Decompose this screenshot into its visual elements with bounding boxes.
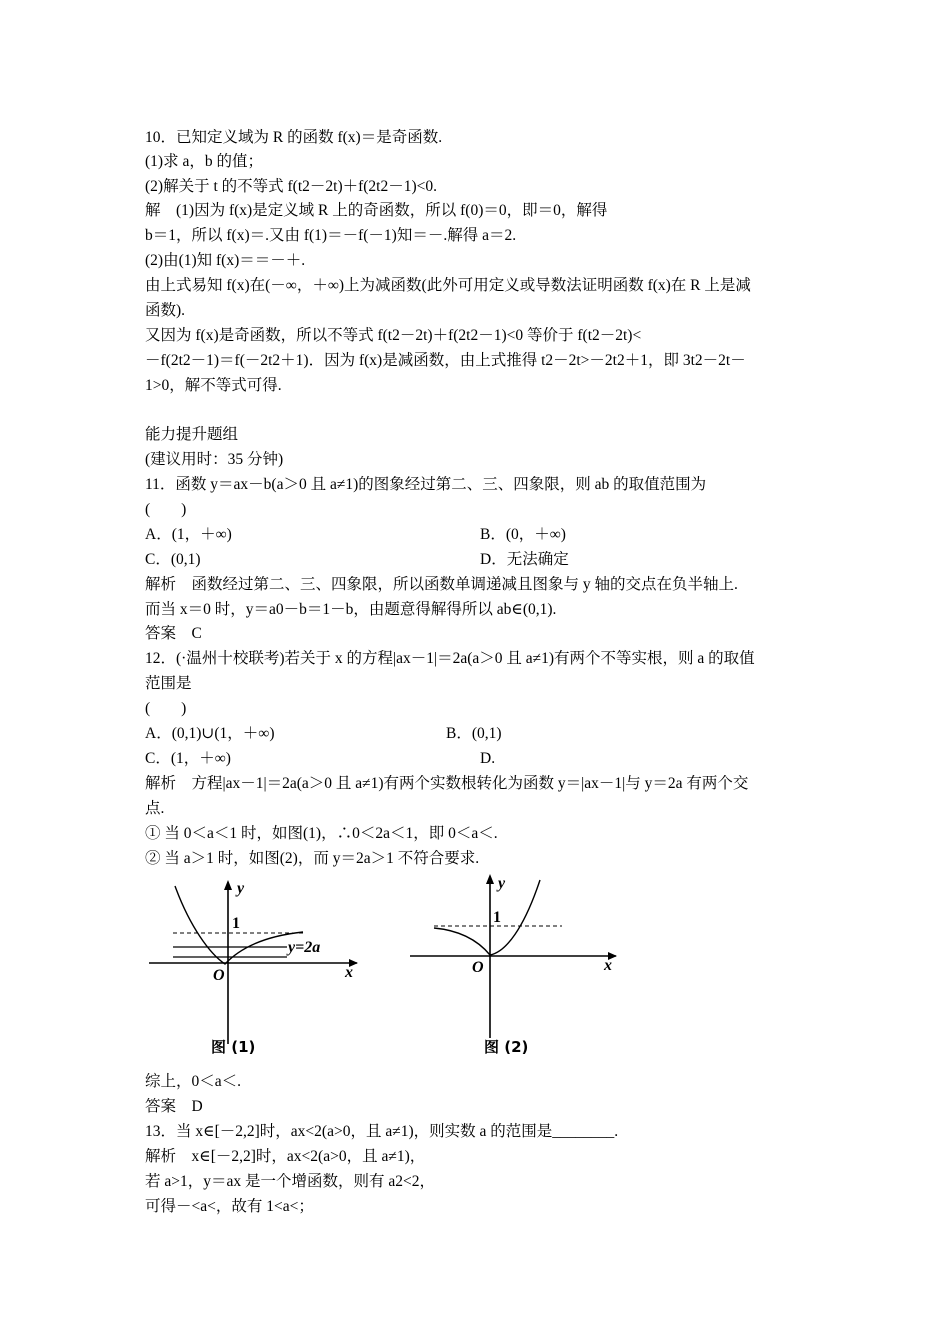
q10-solution-line: 由上式易知 f(x)在(－∞，＋∞)上为减函数(此外可用定义或导数法证明函数 f(x)在 R 上是减 xyxy=(145,277,751,294)
q12-summary: 综上，0＜a＜. xyxy=(145,1073,242,1090)
q12-stem-cont: 范围是 xyxy=(145,675,192,692)
q10-part1: (1)求 a，b 的值； xyxy=(145,153,263,170)
q13-analysis-line: 解析 x∈[－2,2]时，ax<2(a>0，且 a≠1)， xyxy=(145,1148,426,1165)
fig2-y-arrow xyxy=(486,874,494,884)
q10-solution-line: 1>0，解不等式可得. xyxy=(145,377,282,394)
q12-answer: 答案 D xyxy=(145,1098,203,1115)
q12-case-1: ① 当 0＜a＜1 时，如图(1)，∴0＜2a＜1，即 0＜a＜. xyxy=(145,825,498,842)
fig1-line-label: y=2a xyxy=(288,939,321,956)
q11-stem: 11．函数 y＝ax－b(a＞0 且 a≠1)的图象经过第二、三、四象限，则 ab 的取值范围为 xyxy=(145,476,707,493)
fig2-y-label: y xyxy=(498,875,506,892)
q13-analysis-line: 若 a>1，y＝ax 是一个增函数，则有 a2<2， xyxy=(145,1173,435,1190)
q11-analysis-line: 而当 x＝0 时，y＝a0－b＝1－b，由题意得解得所以 ab∈(0,1). xyxy=(145,601,557,618)
fig1-one-label: 1 xyxy=(232,915,240,932)
fig1-y-arrow xyxy=(224,880,232,890)
q10-solution-line: (2)由(1)知 f(x)＝＝－＋. xyxy=(145,252,306,269)
q10-solution-line: 解 (1)因为 f(x)是定义域 R 上的奇函数，所以 f(0)＝0，即＝0，解得 xyxy=(145,202,608,219)
q12-blank: ( ) xyxy=(145,700,187,717)
q12-option-c: C．(1，＋∞) xyxy=(145,750,231,767)
q11-answer: 答案 C xyxy=(145,625,202,642)
fig1-origin-label: O xyxy=(213,967,225,984)
q12-stem: 12．(·温州十校联考)若关于 x 的方程|ax－1|＝2a(a＞0 且 a≠1)有两个不等实根，则 a 的取值 xyxy=(145,650,755,667)
q11-option-d: D．无法确定 xyxy=(480,551,569,568)
q10-stem: 10．已知定义域为 R 的函数 f(x)＝是奇函数. xyxy=(145,129,443,146)
q12-option-b: B．(0,1) xyxy=(446,725,502,742)
fig2-origin-label: O xyxy=(472,959,484,976)
q10-solution-line: 函数). xyxy=(145,302,186,319)
q12-option-a: A．(0,1)∪(1，＋∞) xyxy=(145,725,275,742)
q11-option-b: B．(0，＋∞) xyxy=(480,526,566,543)
fig1-y-label: y xyxy=(237,880,245,897)
q12-analysis-line: 点. xyxy=(145,800,165,817)
q12-option-d: D. xyxy=(480,750,496,767)
q13-stem: 13．当 x∈[－2,2]时，ax<2(a>0，且 a≠1)，则实数 a 的范围是________. xyxy=(145,1123,619,1140)
figure-1 xyxy=(145,872,370,1062)
section-title: 能力提升题组 xyxy=(145,426,239,443)
q13-analysis-line: 可得－<a<，故有 1<a<； xyxy=(145,1198,314,1215)
q11-option-c: C．(0,1) xyxy=(145,551,201,568)
q12-analysis-line: 解析 方程|ax－1|＝2a(a＞0 且 a≠1)有两个实数根转化为函数 y＝|ax－1|与 y＝2a 有两个交 xyxy=(145,775,749,792)
q12-case-2: ② 当 a＞1 时，如图(2)，而 y＝2a＞1 不符合要求. xyxy=(145,850,480,867)
fig1-caption: 图 (1) xyxy=(211,1038,256,1056)
fig2-x-label: x xyxy=(604,957,612,974)
q10-solution-line: 又因为 f(x)是奇函数，所以不等式 f(t2－2t)＋f(2t2－1)<0 等价于 f(t2－2t)< xyxy=(145,327,642,344)
q11-blank: ( ) xyxy=(145,501,187,518)
q11-analysis-line: 解析 函数经过第二、三、四象限，所以函数单调递减且图象与 y 轴的交点在负半轴上. xyxy=(145,576,738,593)
figure-2 xyxy=(406,868,631,1063)
section-time: (建议用时：35 分钟) xyxy=(145,451,284,468)
q11-option-a: A．(1，＋∞) xyxy=(145,526,232,543)
fig2-caption: 图 (2) xyxy=(484,1038,529,1056)
q10-solution-line: b＝1，所以 f(x)＝.又由 f(1)＝－f(－1)知＝－.解得 a＝2. xyxy=(145,227,517,244)
q10-solution-line: －f(2t2－1)＝f(－2t2＋1)．因为 f(x)是减函数，由上式推得 t2－2t>－2t2＋1，即 3t2－2t－ xyxy=(145,352,746,369)
fig2-one-label: 1 xyxy=(493,909,501,926)
q10-part2: (2)解关于 t 的不等式 f(t2－2t)＋f(2t2－1)<0. xyxy=(145,178,438,195)
fig2-curve xyxy=(434,880,540,955)
fig1-x-label: x xyxy=(345,964,353,981)
